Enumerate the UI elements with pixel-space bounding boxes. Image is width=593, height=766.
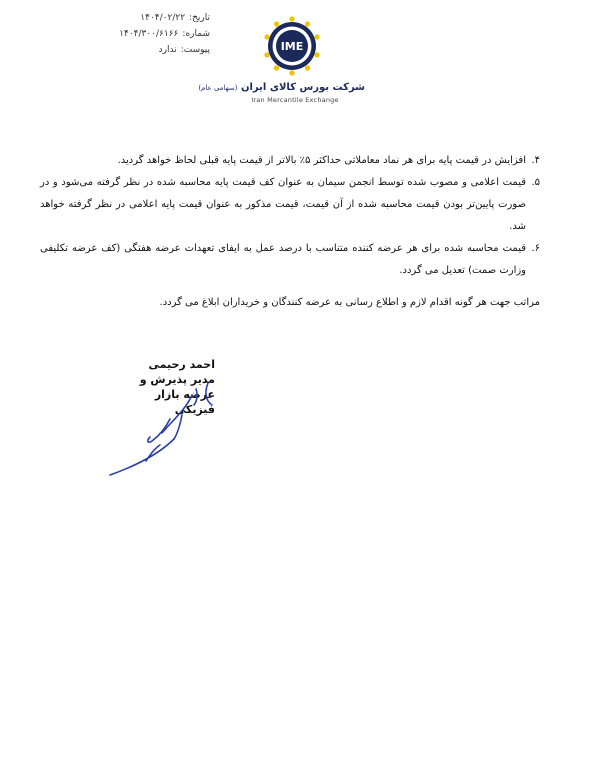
date-label: تاریخ:	[189, 13, 210, 23]
number-value: ۱۴۰۴/۳۰۰/۶۱۶۶	[119, 29, 179, 39]
item-number: ۴.	[531, 155, 540, 166]
logo-text: IME	[280, 40, 304, 53]
date-row	[70, 10, 210, 26]
company-type-fa: (سهامی عام)	[198, 84, 238, 92]
company-name-fa	[198, 82, 365, 93]
item-text: قیمت اعلامی و مصوب شده توسط انجمن سیمان به عنوان کف قیمت پایه محاسبه شده در نظر گرفته می‌شود و در صورت پایین‌تر بودن قیمت محاسبه شده از آن قیمت، قیمت مذکور به عنوان قیمت پایه اعلامی در نظر گرفته خواهد شد.	[40, 177, 526, 232]
list-item	[40, 150, 540, 172]
company-name-fa-text: شرکت بورس کالای ایران	[240, 82, 365, 93]
closing-paragraph: مراتب جهت هر گونه اقدام لازم و اطلاع رسانی به عرضه کنندگان و خریداران ابلاغ می گردد.	[159, 297, 540, 308]
attachment-value: ندارد	[158, 45, 177, 55]
date-value: ۱۴۰۴/۰۲/۲۲	[140, 13, 186, 23]
letter-body	[40, 150, 540, 314]
list-item	[40, 172, 540, 238]
item-number: ۶.	[531, 243, 540, 254]
ime-logo-icon	[262, 16, 322, 76]
signatory-title-line2: عرضه بازار فیزیکی	[154, 388, 215, 416]
company-block	[198, 82, 365, 104]
list-item	[40, 238, 540, 282]
item-number: ۵.	[531, 177, 540, 188]
letter-meta	[70, 10, 210, 58]
attachment-label: پیوست:	[180, 45, 210, 55]
number-label: شماره:	[182, 29, 210, 39]
item-text: قیمت محاسبه شده برای هر عرضه کننده متناسب با درصد عمل به ایفای تعهدات عرضه هفتگی (کف عرضه تکلیفی وزارت صمت) تعدیل می گردد.	[40, 243, 526, 276]
item-text: افزایش در قیمت پایه برای هر نماد معاملاتی حداکثر ۵٪ بالاتر از قیمت پایه قبلی لحاظ خواهد گردید.	[117, 155, 526, 166]
handwritten-signature-icon	[100, 375, 220, 485]
signatory-name: احمد رحیمی	[148, 358, 215, 371]
company-name-en: Iran Mercantile Exchange	[251, 96, 339, 104]
number-row	[70, 26, 210, 42]
attachment-row	[70, 42, 210, 58]
signatory-title-line1: مدیر پذیرش و	[139, 373, 215, 386]
